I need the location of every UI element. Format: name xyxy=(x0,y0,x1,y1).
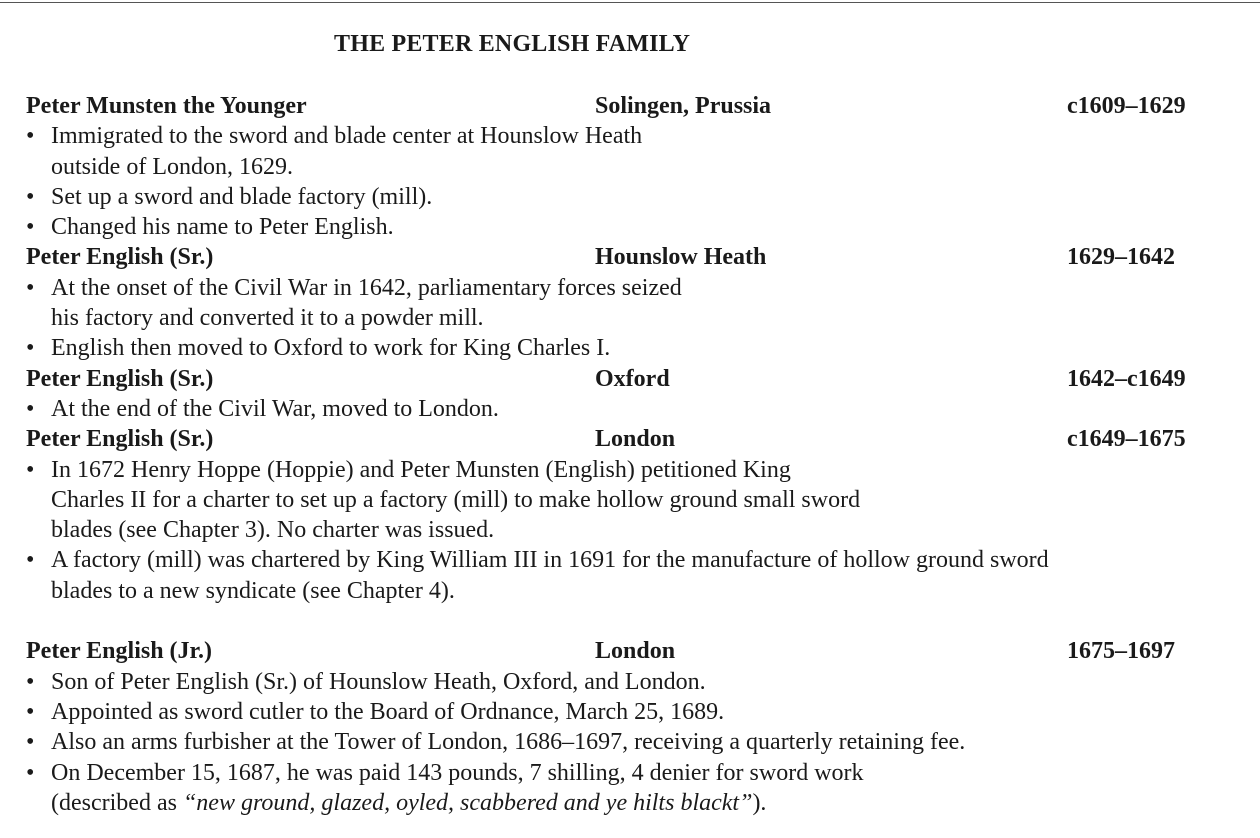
bullet-text: In 1672 Henry Hoppe (Hoppie) and Peter Munsten (English) petitioned King xyxy=(51,456,791,483)
entry-place: Hounslow Heath xyxy=(595,244,767,271)
bullet-item xyxy=(26,121,1241,182)
bullet-text: At the onset of the Civil War in 1642, parliamentary forces seized xyxy=(51,274,682,301)
entry-bullets xyxy=(26,394,1241,424)
entry-heading xyxy=(26,636,1241,666)
bullet-icon: • xyxy=(26,547,35,574)
entry-bullets xyxy=(26,455,1241,606)
bullet-item xyxy=(26,758,1241,819)
document-title: THE PETER ENGLISH FAMILY xyxy=(334,31,691,57)
bullet-text: outside of London, 1629. xyxy=(51,153,293,180)
bullet-text: Appointed as sword cutler to the Board of Ordnance, March 25, 1689. xyxy=(51,698,725,725)
bullet-item xyxy=(26,667,1241,697)
bullet-text: Changed his name to Peter English. xyxy=(51,214,394,241)
bullet-text: (described as xyxy=(51,789,183,816)
bullet-item xyxy=(26,333,1241,363)
entry-heading xyxy=(26,242,1241,272)
entry-heading xyxy=(26,91,1241,121)
family-list xyxy=(26,91,1241,818)
entry-years: c1649–1675 xyxy=(1067,426,1186,453)
entry-place: Solingen, Prussia xyxy=(595,93,772,119)
bullet-icon: • xyxy=(26,183,35,210)
entry-name: Peter English (Jr.) xyxy=(26,638,212,665)
family-entry xyxy=(26,91,1241,242)
bullet-icon: • xyxy=(26,668,35,695)
bullet-text: blades (see Chapter 3). No charter was issued. xyxy=(51,517,495,544)
entry-years: 1629–1642 xyxy=(1067,244,1175,271)
bullet-text: At the end of the Civil War, moved to London. xyxy=(51,395,499,422)
entry-name: Peter English (Sr.) xyxy=(26,244,214,271)
entry-name: Peter English (Sr.) xyxy=(26,365,214,392)
family-entry xyxy=(26,242,1241,363)
entry-years: 1675–1697 xyxy=(1067,638,1175,665)
bullet-icon: • xyxy=(26,214,35,241)
section-spacer xyxy=(26,606,1241,636)
bullet-icon: • xyxy=(26,123,35,150)
entry-heading xyxy=(26,424,1241,454)
entry-bullets xyxy=(26,667,1241,818)
bullet-item xyxy=(26,727,1241,757)
bullet-text: ). xyxy=(752,789,767,816)
bullet-icon: • xyxy=(26,335,35,362)
bullet-text: Immigrated to the sword and blade center at Hounslow Heath xyxy=(51,123,643,150)
family-entry xyxy=(26,636,1241,818)
bullet-item xyxy=(26,455,1241,546)
entry-bullets xyxy=(26,121,1241,242)
bullet-text: Set up a sword and blade factory (mill). xyxy=(51,183,433,210)
bullet-item xyxy=(26,212,1241,242)
entry-name: Peter English (Sr.) xyxy=(26,426,214,453)
bullet-text: English then moved to Oxford to work for King Charles I. xyxy=(51,335,611,362)
bullet-text: Also an arms furbisher at the Tower of London, 1686–1697, receiving a quarterly retaining fee. xyxy=(51,729,966,756)
bullet-quote: “new ground, glazed, oyled, scabbered and ye hilts blackt” xyxy=(182,789,753,816)
bullet-item xyxy=(26,394,1241,424)
bullet-icon: • xyxy=(26,456,35,483)
bullet-item xyxy=(26,545,1241,606)
bullet-text: A factory (mill) was chartered by King William III in 1691 for the manufacture of hollow ground sword xyxy=(51,547,1049,574)
bullet-text: Son of Peter English (Sr.) of Hounslow Heath, Oxford, and London. xyxy=(51,668,706,695)
entry-years: c1609–1629 xyxy=(1067,93,1186,119)
bullet-text: On December 15, 1687, he was paid 143 pounds, 7 shilling, 4 denier for sword work xyxy=(51,759,864,786)
entry-place: Oxford xyxy=(595,365,670,392)
family-entry xyxy=(26,364,1241,425)
entry-bullets xyxy=(26,273,1241,364)
entry-place: London xyxy=(595,426,676,453)
entry-heading xyxy=(26,364,1241,394)
bullet-text: blades to a new syndicate (see Chapter 4). xyxy=(51,577,455,604)
bullet-item xyxy=(26,697,1241,727)
bullet-text: his factory and converted it to a powder mill. xyxy=(51,305,484,332)
bullet-icon: • xyxy=(26,759,35,786)
bullet-item xyxy=(26,273,1241,334)
bullet-icon: • xyxy=(26,395,35,422)
bullet-item xyxy=(26,182,1241,212)
bullet-text: Charles II for a charter to set up a factory (mill) to make hollow ground small sword xyxy=(51,486,861,513)
bullet-icon: • xyxy=(26,729,35,756)
entry-years: 1642–c1649 xyxy=(1067,365,1186,392)
family-entry xyxy=(26,424,1241,606)
entry-place: London xyxy=(595,638,676,665)
bullet-icon: • xyxy=(26,698,35,725)
entry-name: Peter Munsten the Younger xyxy=(26,93,307,119)
bullet-icon: • xyxy=(26,274,35,301)
